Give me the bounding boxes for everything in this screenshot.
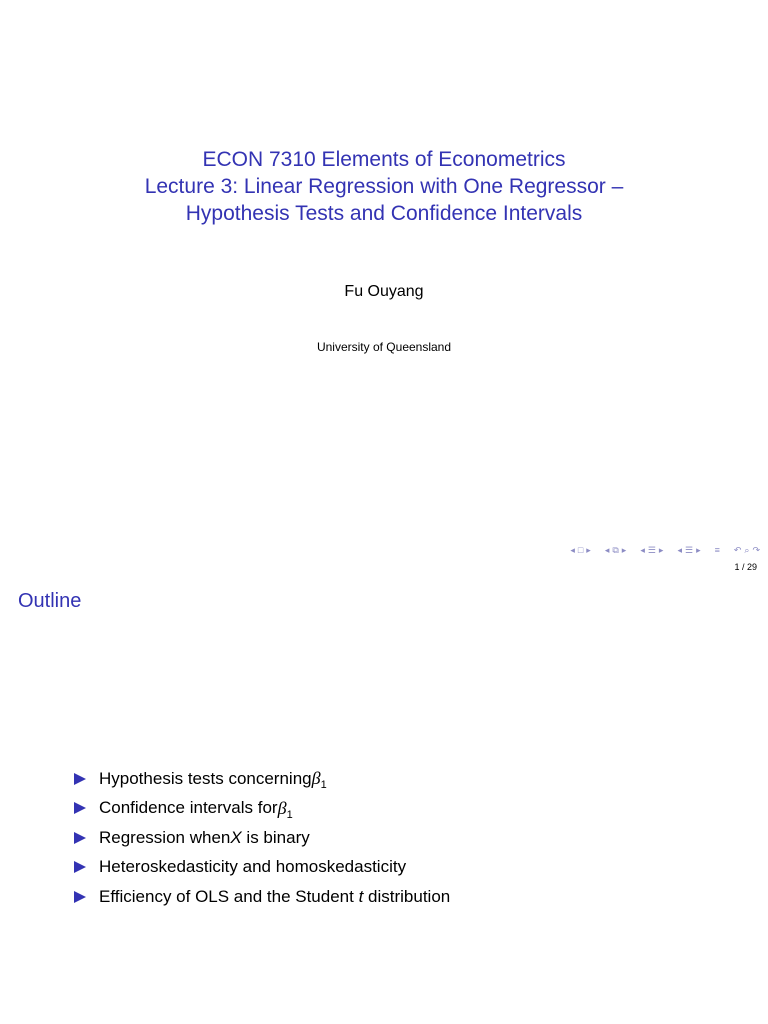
frame-title: Outline bbox=[18, 590, 82, 612]
nav-right-arrow-icon[interactable]: ▸ bbox=[586, 545, 591, 555]
item-text: Regression when bbox=[99, 827, 231, 847]
nav-subsection-icon[interactable]: ⧉ bbox=[612, 545, 619, 555]
item-math: t bbox=[358, 886, 364, 906]
outline-list bbox=[74, 764, 450, 912]
math-subscript: 1 bbox=[320, 779, 327, 792]
beamer-navigation-bar bbox=[570, 543, 760, 557]
nav-section-icon[interactable]: ☰ bbox=[647, 545, 656, 555]
title-line: ECON 7310 Elements of Econometrics bbox=[202, 148, 566, 171]
triangle-bullet-icon bbox=[74, 891, 86, 903]
item-text-post: distribution bbox=[363, 886, 451, 906]
triangle-bullet-icon bbox=[74, 773, 86, 785]
list-item bbox=[74, 882, 450, 912]
nav-left-arrow-icon[interactable]: ◂ bbox=[677, 545, 682, 555]
item-math: X bbox=[230, 827, 242, 847]
nav-redo-icon[interactable]: ↷ bbox=[752, 545, 760, 555]
item-text: Efficiency of OLS and the Student bbox=[99, 886, 359, 906]
math-symbol: β bbox=[311, 768, 321, 789]
triangle-bullet-icon bbox=[74, 832, 86, 844]
item-math bbox=[278, 798, 293, 819]
author-name: Fu Ouyang bbox=[344, 283, 424, 300]
page-number: 1 / 29 bbox=[734, 562, 757, 572]
presentation-title bbox=[0, 146, 768, 227]
list-item bbox=[74, 853, 450, 883]
nav-right-arrow-icon[interactable]: ▸ bbox=[658, 545, 664, 555]
nav-section-icon[interactable]: ☰ bbox=[684, 545, 694, 555]
nav-search-icon[interactable]: ⌕ bbox=[744, 545, 750, 555]
title-line: Lecture 3: Linear Regression with One Regressor – bbox=[144, 175, 624, 198]
item-text-post: is binary bbox=[241, 827, 310, 847]
outline-slide bbox=[0, 576, 768, 1024]
nav-align-icon[interactable]: ≡ bbox=[714, 545, 720, 555]
math-symbol: β bbox=[277, 797, 287, 818]
triangle-bullet-icon bbox=[74, 802, 86, 814]
institute-name: University of Queensland bbox=[316, 340, 452, 354]
list-item bbox=[74, 764, 450, 794]
item-text: Confidence intervals for bbox=[99, 798, 278, 818]
item-math bbox=[311, 768, 327, 792]
list-item bbox=[74, 823, 450, 853]
item-text: Hypothesis tests concerning bbox=[99, 768, 312, 788]
nav-right-arrow-icon[interactable]: ▸ bbox=[696, 545, 701, 555]
nav-frame-icon[interactable]: □ bbox=[577, 545, 584, 555]
nav-left-arrow-icon[interactable]: ◂ bbox=[604, 545, 610, 555]
nav-right-arrow-icon[interactable]: ▸ bbox=[621, 545, 627, 555]
title-line: Hypothesis Tests and Confidence Intervals bbox=[185, 202, 583, 225]
list-item bbox=[74, 794, 450, 824]
triangle-bullet-icon bbox=[74, 861, 86, 873]
item-text: Heteroskedasticity and homoskedasticity bbox=[99, 857, 407, 877]
nav-undo-icon[interactable]: ↶ bbox=[733, 545, 742, 555]
math-subscript: 1 bbox=[286, 808, 293, 821]
nav-left-arrow-icon[interactable]: ◂ bbox=[640, 545, 645, 555]
nav-left-arrow-icon[interactable]: ◂ bbox=[570, 545, 575, 555]
